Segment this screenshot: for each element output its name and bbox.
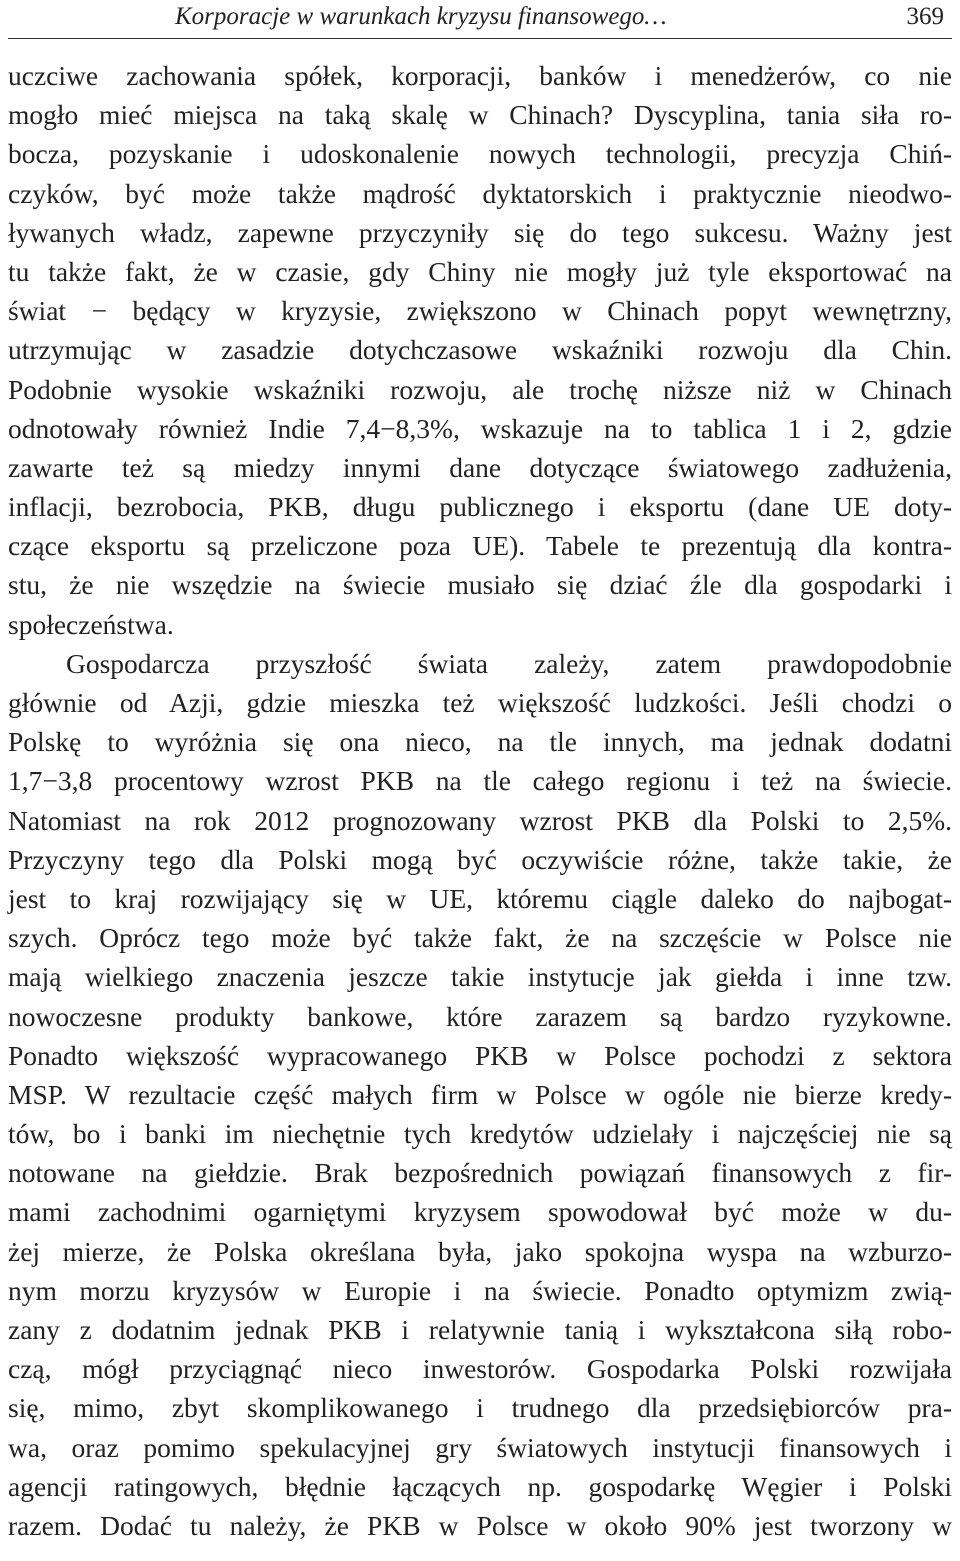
page-number: 369 bbox=[906, 3, 944, 30]
text-line: mają wielkiego znaczenia jeszcze takie instytucje jak giełda i inne tzw. bbox=[8, 961, 952, 993]
text-line: czące eksportu są przeliczone poza UE). Tabele te prezentują dla kontra- bbox=[8, 530, 952, 562]
text-line: notowane na giełdzie. Brak bezpośrednich powiązań finansowych z fir- bbox=[8, 1157, 952, 1189]
text-line: MSP. W rezultacie część małych firm w Polsce w ogóle nie bierze kredy- bbox=[8, 1078, 952, 1110]
text-line: czyków, być może także mądrość dyktatorskich i praktycznie nieodwo- bbox=[8, 177, 952, 209]
text-line: 1,7−3,8 procentowy wzrost PKB na tle całego regionu i też na świecie. bbox=[8, 765, 952, 797]
text-line: odnotowały również Indie 7,4−8,3%, wskazuje na to tablica 1 i 2, gdzie bbox=[8, 412, 952, 444]
paragraph-start-line: Gospodarcza przyszłość świata zależy, zatem prawdopodobnie bbox=[66, 647, 952, 679]
text-line: zawarte też są miedzy innymi dane dotyczące światowego zadłużenia, bbox=[8, 451, 952, 483]
running-header bbox=[8, 0, 952, 39]
text-line: Natomiast na rok 2012 prognozowany wzrost PKB dla Polski to 2,5%. bbox=[8, 804, 952, 836]
text-line: głównie od Azji, gdzie mieszka też większość ludzkości. Jeśli chodzi o bbox=[8, 687, 952, 718]
text-line: ływanych władz, zapewne przyczyniły się do tego sukcesu. Ważny jest bbox=[8, 216, 952, 248]
text-line: wa, oraz pomimo spekulacyjnej gry światowych instytucji finansowych i bbox=[8, 1431, 952, 1463]
text-line: szych. Oprócz tego może być także fakt, że na szczęście w Polsce nie bbox=[8, 922, 952, 954]
text-line: Ponadto większość wypracowanego PKB w Polsce pochodzi z sektora bbox=[8, 1039, 952, 1071]
text-line: utrzymując w zasadzie dotychczasowe wskaźniki rozwoju dla Chin. bbox=[8, 334, 952, 366]
text-line: Przyczyny tego dla Polski mogą być oczywiście różne, także takie, że bbox=[8, 843, 952, 875]
text-line: nym morzu kryzysów w Europie i na świecie. Ponadto optymizm zwią- bbox=[8, 1274, 952, 1306]
text-line: się, mimo, zbyt skomplikowanego i trudnego dla przedsiębiorców pra- bbox=[8, 1392, 952, 1424]
text-line: razem. Dodać tu należy, że PKB w Polsce w około 90% jest tworzony w bbox=[8, 1509, 952, 1541]
text-line: jest to kraj rozwijający się w UE, któremu ciągle daleko do najbogat- bbox=[8, 882, 952, 914]
text-line: Podobnie wysokie wskaźniki rozwoju, ale trochę niższe niż w Chinach bbox=[8, 373, 952, 405]
text-line: mogło mieć miejsca na taką skalę w Chinach? Dyscyplina, tania siła ro- bbox=[8, 99, 952, 131]
paragraph-end-line: społeczeństwa. bbox=[8, 608, 174, 640]
running-title: Korporacje w warunkach kryzysu finansowego… bbox=[175, 3, 667, 30]
text-line: świat − będący w kryzysie, zwiększono w Chinach popyt wewnętrzny, bbox=[8, 295, 952, 327]
text-line: czą, mógł przyciągnąć nieco inwestorów. Gospodarka Polski rozwijała bbox=[8, 1353, 952, 1385]
body-text bbox=[8, 56, 952, 1545]
text-line: bocza, pozyskanie i udoskonalenie nowych technologii, precyzja Chiń- bbox=[8, 138, 952, 170]
text-line: uczciwe zachowania spółek, korporacji, banków i menedżerów, co nie bbox=[8, 60, 952, 91]
text-line: agencji ratingowych, błędnie łączących np. gospodarkę Węgier i Polski bbox=[8, 1470, 952, 1502]
text-line: Polskę to wyróżnia się ona nieco, na tle innych, ma jednak dodatni bbox=[8, 726, 952, 758]
text-line: żej mierze, że Polska określana była, jako spokojna wyspa na wzburzo- bbox=[8, 1235, 952, 1267]
text-line: tów, bo i banki im niechętnie tych kredytów udzielały i najczęściej nie są bbox=[8, 1118, 952, 1150]
text-line: stu, że nie wszędzie na świecie musiało się dziać źle dla gospodarki i bbox=[8, 569, 952, 601]
text-line: mami zachodnimi ogarniętymi kryzysem spowodował być może w du- bbox=[8, 1196, 952, 1228]
text-line: tu także fakt, że w czasie, gdy Chiny nie mogły już tyle eksportować na bbox=[8, 255, 952, 287]
text-line: inflacji, bezrobocia, PKB, długu publicznego i eksportu (dane UE doty- bbox=[8, 491, 952, 523]
text-line: zany z dodatnim jednak PKB i relatywnie tanią i wykształcona siłą robo- bbox=[8, 1314, 952, 1345]
text-line: nowoczesne produkty bankowe, które zarazem są bardzo ryzykowne. bbox=[8, 1000, 952, 1032]
